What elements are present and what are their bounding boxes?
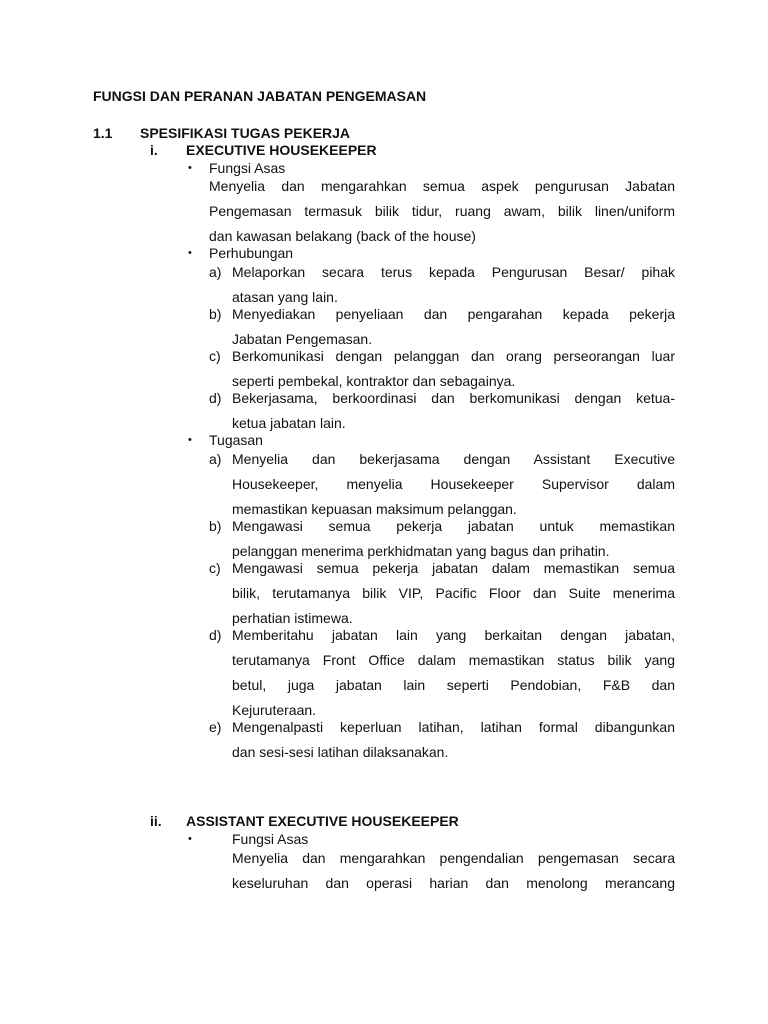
paragraph-line: Menyelia dan mengarahkan semua aspek pengurusan Jabatan — [209, 178, 675, 194]
list-item-line: pelanggan menerima perkhidmatan yang bagus dan prihatin. — [232, 543, 610, 559]
role-numeral: ii. — [150, 813, 162, 829]
list-item-line: ketua jabatan lain. — [232, 415, 346, 431]
list-marker: a) — [209, 264, 222, 280]
list-item-line: Berkomunikasi dengan pelanggan dan orang perseorangan luar — [232, 348, 675, 364]
subheading-fungsi-asas: Fungsi Asas — [232, 831, 309, 847]
list-item-line: Menyelia dan bekerjasama dengan Assistant Executive — [232, 451, 675, 467]
list-item-line: Kejuruteraan. — [232, 702, 317, 718]
paragraph-line: keseluruhan dan operasi harian dan menolong merancang — [232, 875, 675, 891]
list-item-line: dan sesi-sesi latihan dilaksanakan. — [232, 744, 449, 760]
subheading-tugasan: Tugasan — [209, 432, 263, 448]
bullet-icon: • — [188, 247, 192, 259]
list-marker: b) — [209, 306, 222, 322]
role-title: ASSISTANT EXECUTIVE HOUSEKEEPER — [186, 813, 459, 829]
bullet-icon: • — [188, 833, 192, 845]
paragraph-line: Menyelia dan mengarahkan pengendalian pengemasan secara — [232, 850, 675, 866]
role-numeral: i. — [150, 142, 158, 158]
list-marker: d) — [209, 627, 222, 643]
list-marker: c) — [209, 348, 221, 364]
list-marker: e) — [209, 719, 222, 735]
list-item-line: perhatian istimewa. — [232, 610, 353, 626]
list-item-line: atasan yang lain. — [232, 289, 338, 305]
list-item-line: Mengawasi semua pekerja jabatan dalam memastikan semua — [232, 560, 675, 576]
list-item-line: Housekeeper, menyelia Housekeeper Supervisor dalam — [232, 476, 675, 492]
list-marker: a) — [209, 451, 222, 467]
document-title: FUNGSI DAN PERANAN JABATAN PENGEMASAN — [93, 88, 427, 104]
section-number: 1.1 — [93, 125, 113, 141]
paragraph-line: dan kawasan belakang (back of the house) — [209, 228, 476, 244]
list-item-line: Bekerjasama, berkoordinasi dan berkomunikasi dengan ketua- — [232, 390, 675, 406]
list-item-line: Melaporkan secara terus kepada Pengurusan Besar/ pihak — [232, 264, 675, 280]
list-item-line: Memberitahu jabatan lain yang berkaitan dengan jabatan, — [232, 627, 675, 643]
paragraph-line: Pengemasan termasuk bilik tidur, ruang awam, bilik linen/uniform — [209, 203, 675, 219]
list-item-line: memastikan kepuasan maksimum pelanggan. — [232, 501, 517, 517]
list-item-line: Jabatan Pengemasan. — [232, 331, 373, 347]
list-item-line: terutamanya Front Office dalam memastikan status bilik yang — [232, 652, 675, 668]
list-marker: c) — [209, 560, 221, 576]
list-marker: b) — [209, 518, 222, 534]
list-item-line: Mengenalpasti keperluan latihan, latihan formal dibangunkan — [232, 719, 675, 735]
list-item-line: betul, juga jabatan lain seperti Pendobian, F&B dan — [232, 677, 675, 693]
role-title: EXECUTIVE HOUSEKEEPER — [186, 142, 377, 158]
list-item-line: bilik, terutamanya bilik VIP, Pacific Floor dan Suite menerima — [232, 585, 675, 601]
bullet-icon: • — [188, 162, 192, 174]
subheading-perhubungan: Perhubungan — [209, 245, 294, 261]
list-item-line: seperti pembekal, kontraktor dan sebagainya. — [232, 373, 516, 389]
list-item-line: Mengawasi semua pekerja jabatan untuk memastikan — [232, 518, 675, 534]
bullet-icon: • — [188, 434, 192, 446]
list-item-line: Menyediakan penyeliaan dan pengarahan kepada pekerja — [232, 306, 675, 322]
section-heading: SPESIFIKASI TUGAS PEKERJA — [140, 125, 351, 141]
list-marker: d) — [209, 390, 222, 406]
subheading-fungsi-asas: Fungsi Asas — [209, 160, 286, 176]
